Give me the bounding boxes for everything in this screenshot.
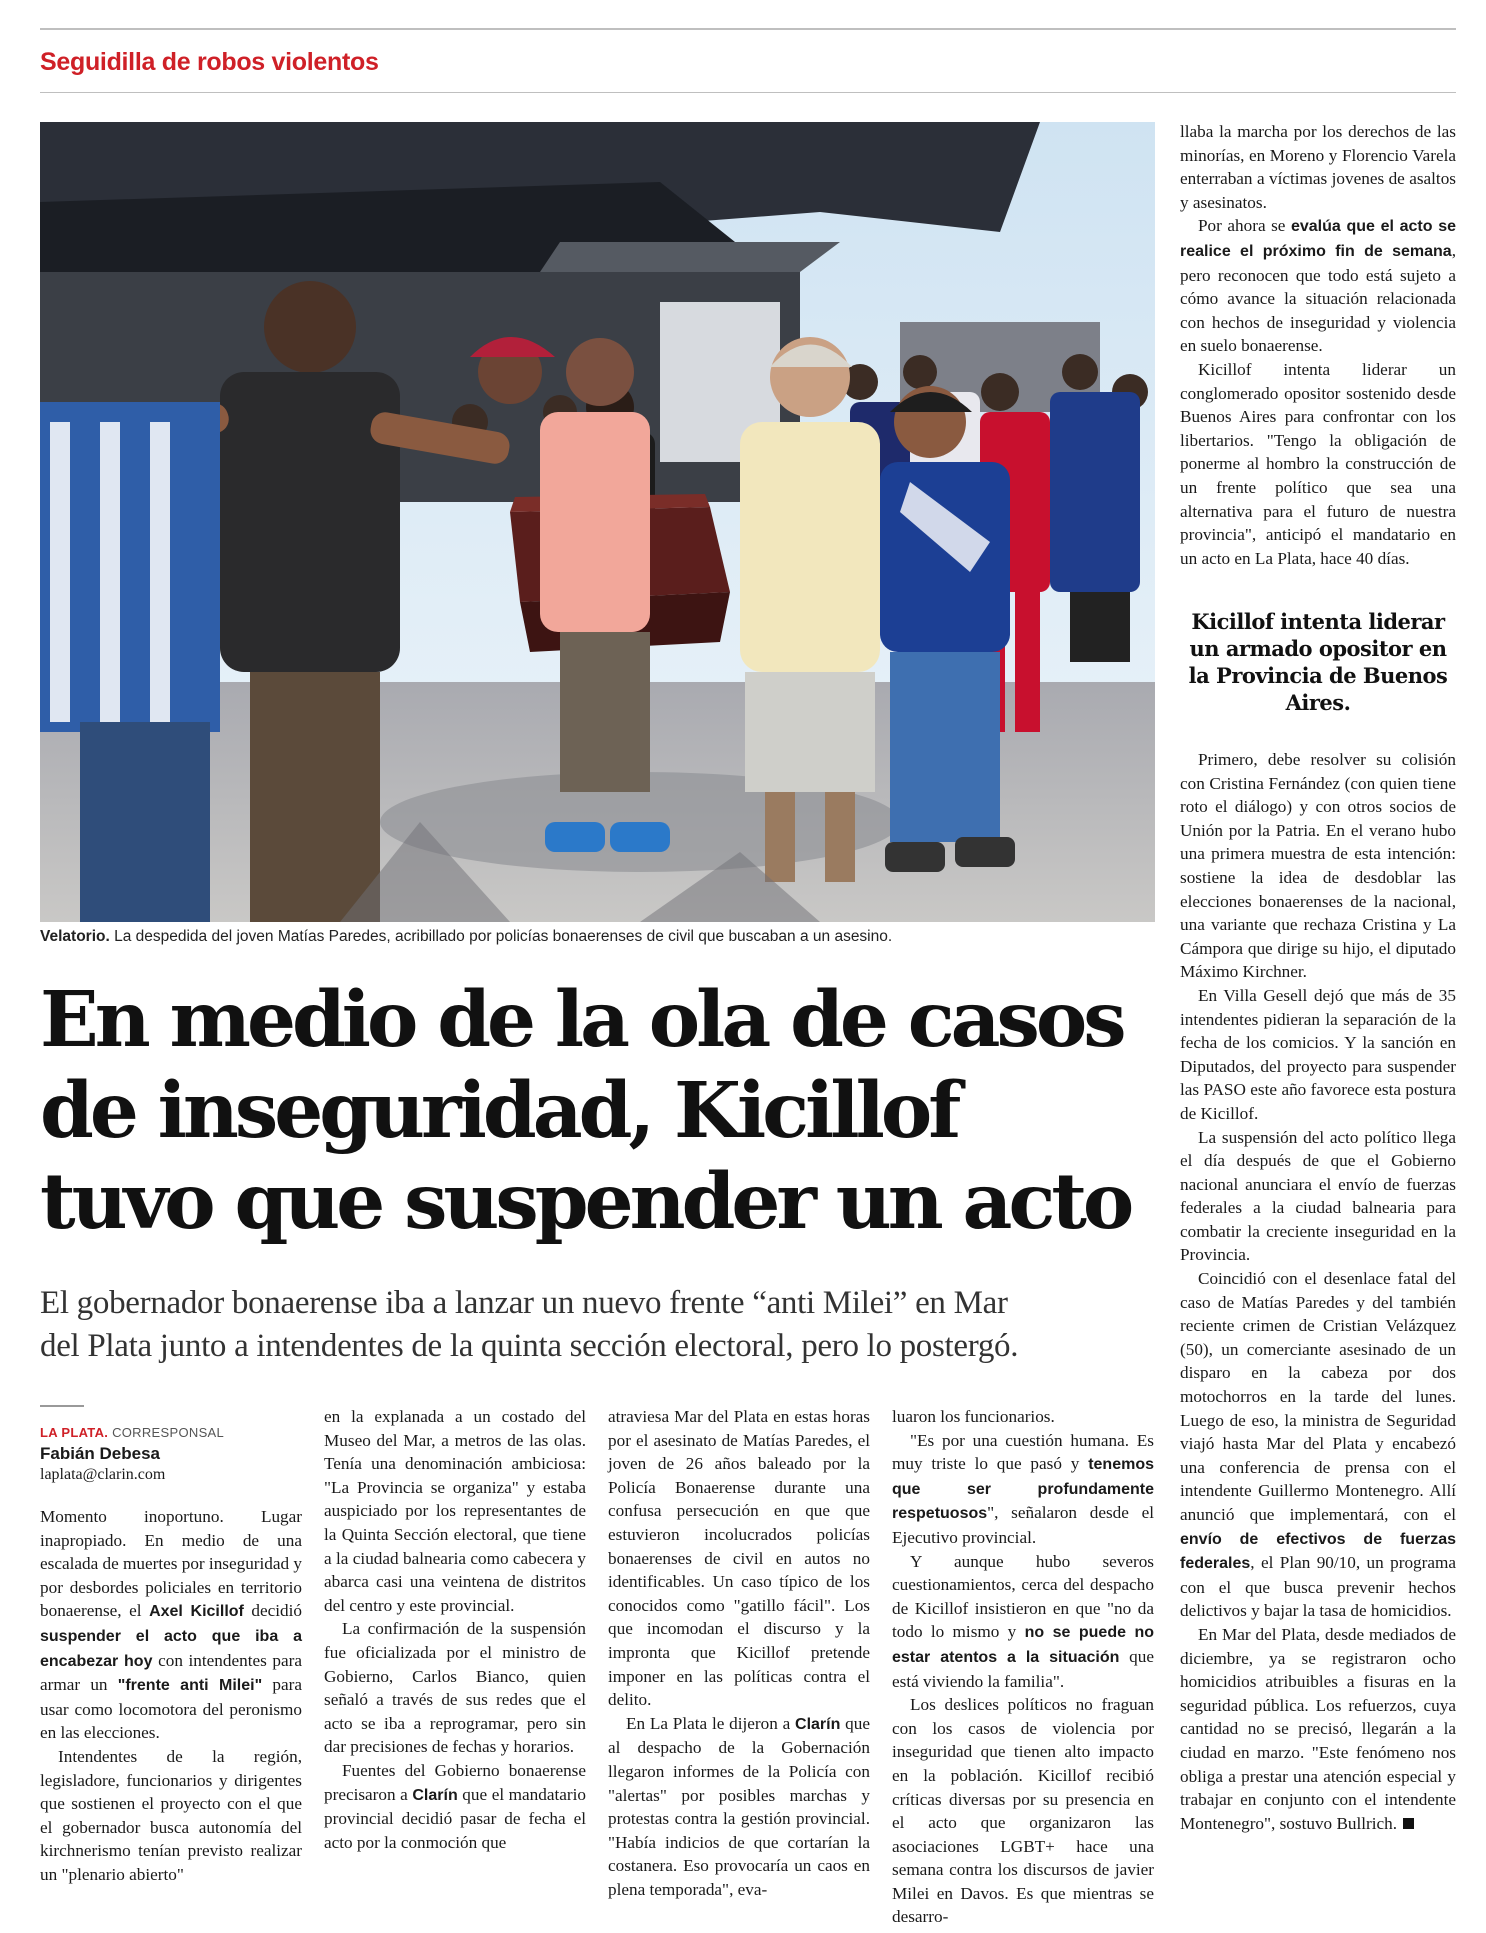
paragraph: Momento inoportuno. Lugar inapropiado. En medio de una escalada de muertes por inseguridad y por desbordes policiales en territorio bonaerense, el Axel Kicillof decidió suspender el acto que iba a encabezar hoy con intendentes para armar un "frente anti Milei" para usar como locomotora del peronismo en las elecciones. <box>40 1507 303 1743</box>
byline-location <box>40 1425 302 1440</box>
top-rule <box>40 28 1456 30</box>
paragraph: La confirmación de la suspensión fue oficializada por el ministro de Gobierno, Carlos Bianco, quien señaló a través de sus redes que el acto se iba a reprogramar, pero sin dar precisiones de fechas y horarios. <box>324 1619 586 1757</box>
byline-dash <box>40 1405 84 1407</box>
deck <box>40 1282 1155 1368</box>
byline-city: LA PLATA. <box>40 1425 109 1440</box>
body-column-4 <box>892 1405 1154 1929</box>
paragraph: Por ahora se evalúa que el acto se realice el próximo fin de semana, pero reconocen que todo está sujeto a cómo avance la situación relacionada con hechos de inseguridad y violencia en suelo bonaerense. <box>1180 216 1456 356</box>
news-photo <box>40 122 1155 922</box>
caption-label: Velatorio. <box>40 928 110 945</box>
paragraph: atraviesa Mar del Plata en estas horas por el asesinato de Matías Paredes, el joven de 26 años baleado por la Policía Bonaerense durante una confusa persecución en que que estuvieron incolucrados policías bonaerenses de civil en autos no identificables. Un caso típico de los conocidos como "gatillo fácil". Los que incomodan el discurso y la impronta que Kicillof pretende imponer en las políticas contra el delito. <box>608 1407 870 1710</box>
deck-line-2: del Plata junto a intendentes de la quinta sección electoral, pero lo postergó. <box>40 1328 1019 1364</box>
headline-line-3: tuvo que suspender un acto <box>40 1157 1131 1247</box>
byline-author: Fabián Debesa <box>40 1444 160 1463</box>
paragraph: La suspensión del acto político llega el día después de que el Gobierno nacional anunciara el envío de fuerzas federales a la ciudad balnearia para combatir la creciente inseguridad en la Provincia. <box>1180 1127 1456 1265</box>
paragraph: Los deslices políticos no fraguan con los casos de violencia por inseguridad que tienen alto impacto en la población. Kicillof recibió críticas diversas por su presencia en el acto que organizaron las asociaciones LGBT+ hace una semana contra los discursos de javier Milei en Davos. Es que mientras se desarro- <box>892 1695 1154 1927</box>
paragraph: "Es por una cuestión humana. Es muy triste lo que pasó y tenemos que ser profundamente respetuosos", señalaron desde el Ejecutivo provincial. <box>892 1430 1154 1547</box>
section-rule <box>40 92 1456 93</box>
body-column-1 <box>40 1505 302 1887</box>
paragraph: Primero, debe resolver su colisión con Cristina Fernández (con quien tiene roto el diálogo) y con otros socios de Unión por la Patria. En el verano hubo una primera muestra de esta intención: sostiene la idea de desdoblar las elecciones bonaerenses de la nacional, una variante que rechaza Cristina y La Cámpora que dirige su hijo, el diputado Máximo Kirchner. <box>1180 750 1456 982</box>
right-column-top <box>1180 120 1456 570</box>
paragraph: Kicillof intenta liderar un conglomerado opositor sostenido desde Buenos Aires para confrontar con los libertarios. "Tengo la obligación de ponerme al hombro la construcción de un frente político que sea una alternativa para el futuro de nuestra provincia", anticipó el mandatario en un acto en La Plata, hace 40 días. <box>1180 359 1456 568</box>
paragraph: En La Plata le dijeron a Clarín que al despacho de la Gobernación llegaron informes de la Policía con "alertas" por posibles marchas y protestas contra la gestión provincial. "Había indicios de que cortarían la costanera. Eso provocaría un caos en plena temporada", eva- <box>608 1713 870 1899</box>
byline <box>40 1405 302 1484</box>
caption-text: La despedida del joven Matías Paredes, acribillado por policías bonaerenses de civil que buscaban a un asesino. <box>109 928 893 945</box>
paragraph: llaba la marcha por los derechos de las minorías, en Moreno y Florencio Varela enterraban a víctimas jovenes de asaltos y asesinatos. <box>1180 122 1456 212</box>
paragraph: Coincidió con el desenlace fatal del caso de Matías Paredes y del también reciente crimen de Cristian Velázquez (50), un comerciante asesinado de un disparo en la cabeza por dos motochorros en la tarde del lunes. Luego de eso, la ministra de Seguridad viajó hasta Mar del Plata y encabezó una conferencia de prensa con el intendente Guillermo Montenegro. Allí anunció que implementará, con el envío de efectivos de fuerzas federales, el Plan 90/10, un programa con el que busca prevenir hechos delictivos y bajar la tasa de homicidios. <box>1180 1269 1456 1621</box>
pull-quote: Kicillof intenta liderar un armado opositor en la Provincia de Buenos Aires. <box>1188 609 1448 715</box>
byline-email[interactable]: laplata@clarin.com <box>40 1466 166 1483</box>
photo-caption <box>40 928 1155 946</box>
body-column-2 <box>324 1405 586 1854</box>
body-column-3 <box>608 1405 870 1901</box>
paragraph: luaron los funcionarios. <box>892 1407 1055 1426</box>
paragraph: Fuentes del Gobierno bonaerense precisaron a Clarín que el mandatario provincial decidió pasar de fecha el acto por la conmoción que <box>324 1760 586 1852</box>
deck-line-1: El gobernador bonaerense iba a lanzar un nuevo frente “anti Milei” en Mar <box>40 1285 1008 1321</box>
headline-line-2: de inseguridad, Kicillof <box>40 1066 958 1156</box>
paragraph: Y aunque hubo severos cuestionamientos, cerca del despacho de Kicillof insistieron en que "no da todo lo mismo y no se puede no estar atentos a la situación que está viviendo la familia". <box>892 1551 1154 1691</box>
section-label: Seguidilla de robos violentos <box>40 48 379 76</box>
headline-line-1: En medio de la ola de casos <box>40 975 1123 1065</box>
paragraph: En Villa Gesell dejó que más de 35 intendentes pidieran la separación de la fecha de los comicios. Y la sanción en Diputados, del proyecto para suspender las PASO este año favorece esta postura de Kicillof. <box>1180 985 1456 1123</box>
paragraph: Intendentes de la región, legisladore, funcionarios y dirigentes que sostienen el proyecto con el que el gobernador busca autonomía del kirchnerismo tenían previsto realizar un "plenario abierto" <box>40 1746 302 1884</box>
paragraph: En Mar del Plata, desde mediados de diciembre, ya se registraron ocho homicidios atribuibles a fisuras en la seguridad pública. Los refuerzos, cuya cantidad no se precisó, llegarán a la ciudad en marzo. "Este fenómeno nos obliga a prestar una atención especial y trabajar en conjunto con el intendente Montenegro", sostuvo Bullrich. <box>1180 1624 1456 1833</box>
end-of-article-mark <box>1403 1818 1414 1829</box>
right-column-bottom <box>1180 748 1456 1835</box>
headline <box>40 975 1155 1248</box>
paragraph: en la explanada a un costado del Museo del Mar, a metros de las olas. Tenía una denominación ambiciosa: "La Provincia se organiza" y estaba auspiciado por los representantes de la Quinta Sección electoral, que tiene a la ciudad balnearia como cabecera y abarca casi una veintena de distritos del centro y este provincial. <box>324 1407 586 1615</box>
byline-role: CORRESPONSAL <box>108 1425 225 1440</box>
